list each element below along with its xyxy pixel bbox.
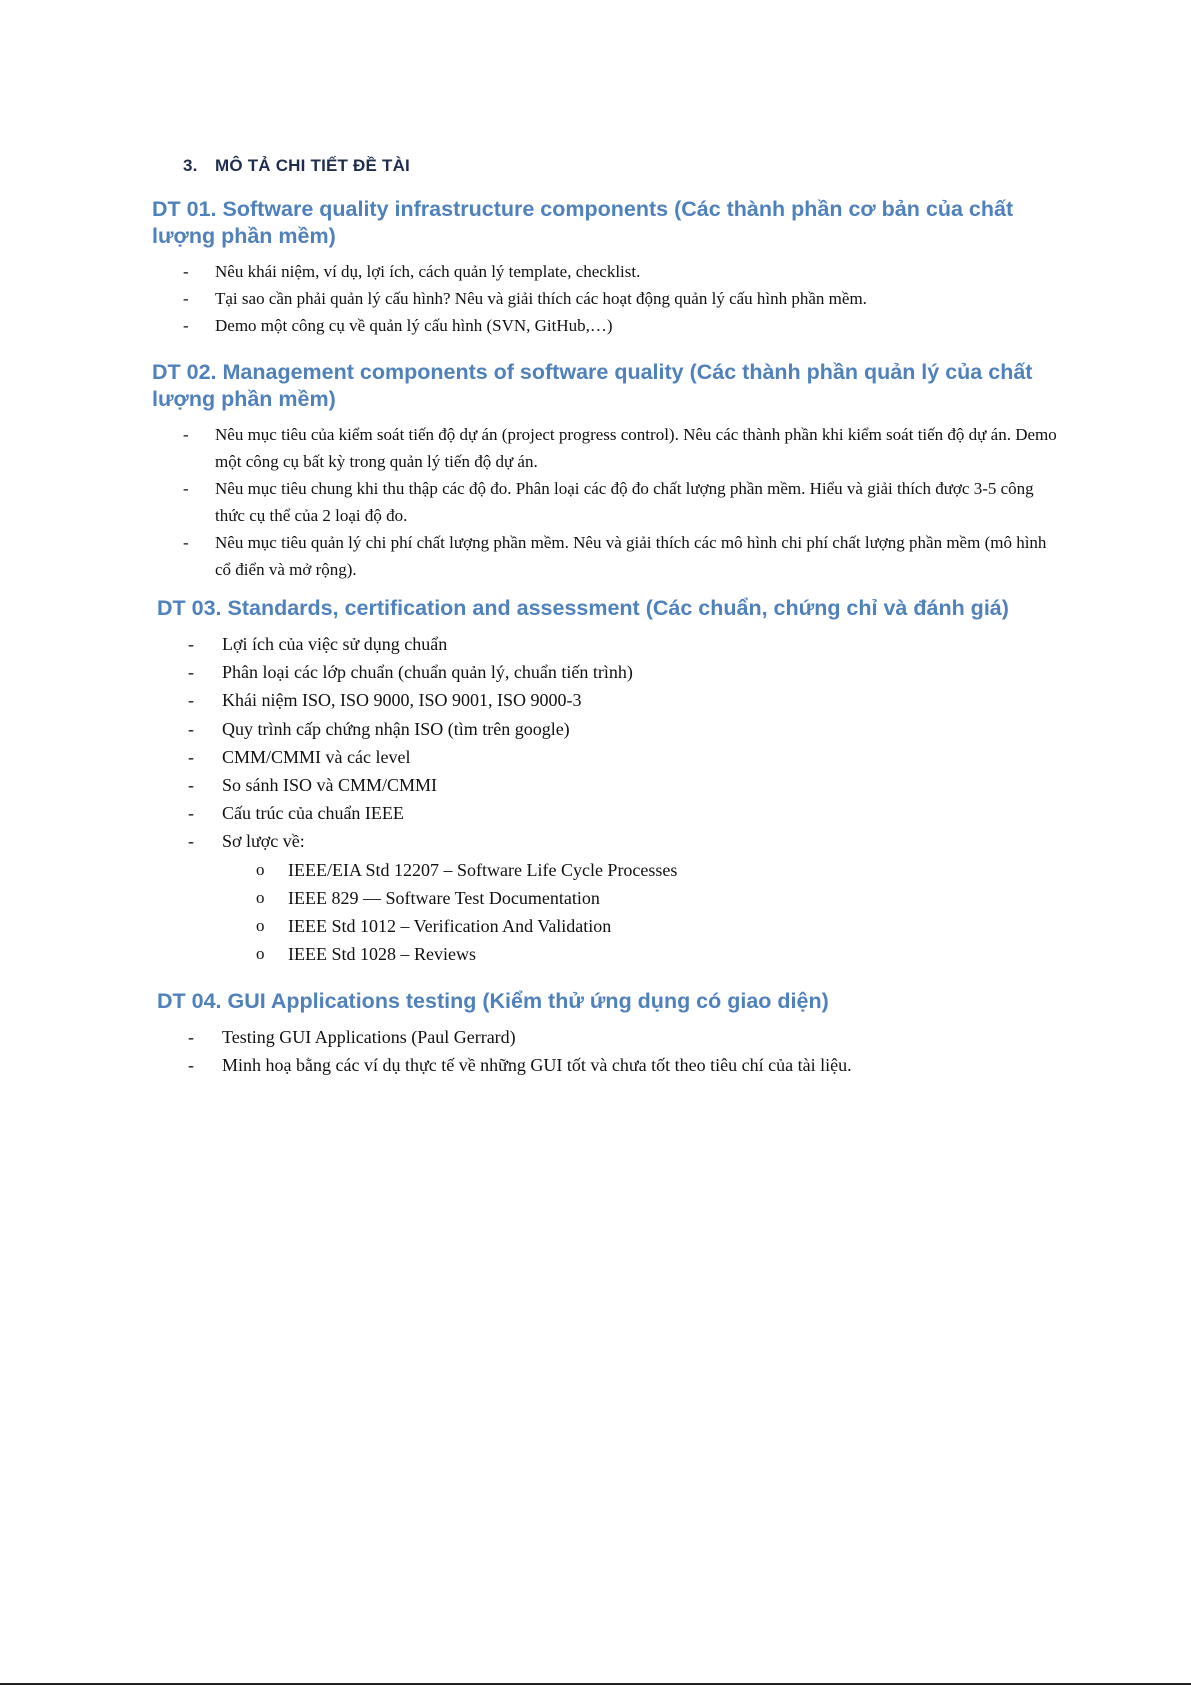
list-item: - Nêu mục tiêu của kiểm soát tiến độ dự án (project progress control). Nêu các thành phần khi kiểm soát tiến độ dự án. Demo một công cụ bất kỳ trong quản lý tiến độ dự án. (152, 421, 1057, 475)
list-item: - Khái niệm ISO, ISO 9000, ISO 9001, ISO 9000-3 (157, 686, 1062, 714)
section-heading (183, 156, 410, 176)
list-item: - CMM/CMMI và các level (157, 743, 1062, 771)
list-item: - Demo một công cụ về quản lý cấu hình (SVN, GitHub,…) (152, 312, 1057, 339)
sub-list-item: o IEEE Std 1028 – Reviews (157, 940, 1062, 968)
section-number: 3. (183, 156, 198, 175)
list-item: - So sánh ISO và CMM/CMMI (157, 771, 1062, 799)
topic-item-list (157, 1023, 1062, 1079)
topic-item-list (157, 630, 1062, 856)
list-item: - Nêu mục tiêu quản lý chi phí chất lượng phần mềm. Nêu và giải thích các mô hình chi phí chất lượng phần mềm (mô hình cổ điển và mở rộng). (152, 529, 1057, 583)
section-title: MÔ TẢ CHI TIẾT ĐỀ TÀI (215, 156, 410, 175)
sub-list-item: o IEEE 829 — Software Test Documentation (157, 884, 1062, 912)
list-item: - Nêu mục tiêu chung khi thu thập các độ đo. Phân loại các độ đo chất lượng phần mềm. Hiểu và giải thích được 3-5 công thức cụ thể của 2 loại độ đo. (152, 475, 1057, 529)
list-item: - Cấu trúc của chuẩn IEEE (157, 799, 1062, 827)
topic-dt01 (152, 196, 1057, 339)
topic-title: DT 04. GUI Applications testing (Kiểm thử ứng dụng có giao diện) (157, 989, 829, 1013)
topic-subitem-list (157, 856, 1062, 968)
topic-item-list (152, 258, 1057, 339)
list-item: - Quy trình cấp chứng nhận ISO (tìm trên google) (157, 715, 1062, 743)
list-item: - Nêu khái niệm, ví dụ, lợi ích, cách quản lý template, checklist. (152, 258, 1057, 285)
topic-dt03 (157, 595, 1062, 968)
topic-dt02 (152, 359, 1057, 583)
list-item: - Lợi ích của việc sử dụng chuẩn (157, 630, 1062, 658)
list-item: - Tại sao cần phải quản lý cấu hình? Nêu và giải thích các hoạt động quản lý cấu hình phần mềm. (152, 285, 1057, 312)
topic-title: DT 02. Management components of software quality (Các thành phần quản lý của chất lượng phần mềm) (152, 360, 1033, 411)
topic-dt04 (157, 988, 1062, 1079)
topic-item-list (152, 421, 1057, 583)
list-item: - Sơ lược về: (157, 827, 1062, 855)
list-item: - Testing GUI Applications (Paul Gerrard) (157, 1023, 1062, 1051)
topic-title: DT 01. Software quality infrastructure components (Các thành phần cơ bản của chất lượng phần mềm) (152, 197, 1014, 248)
list-item: - Phân loại các lớp chuẩn (chuẩn quản lý, chuẩn tiến trình) (157, 658, 1062, 686)
sub-list-item: o IEEE Std 1012 – Verification And Validation (157, 912, 1062, 940)
list-item: - Minh hoạ bằng các ví dụ thực tế về những GUI tốt và chưa tốt theo tiêu chí của tài liệu. (157, 1051, 1062, 1079)
sub-list-item: o IEEE/EIA Std 12207 – Software Life Cycle Processes (157, 856, 1062, 884)
topic-title: DT 03. Standards, certification and assessment (Các chuẩn, chứng chỉ và đánh giá) (157, 596, 1009, 620)
